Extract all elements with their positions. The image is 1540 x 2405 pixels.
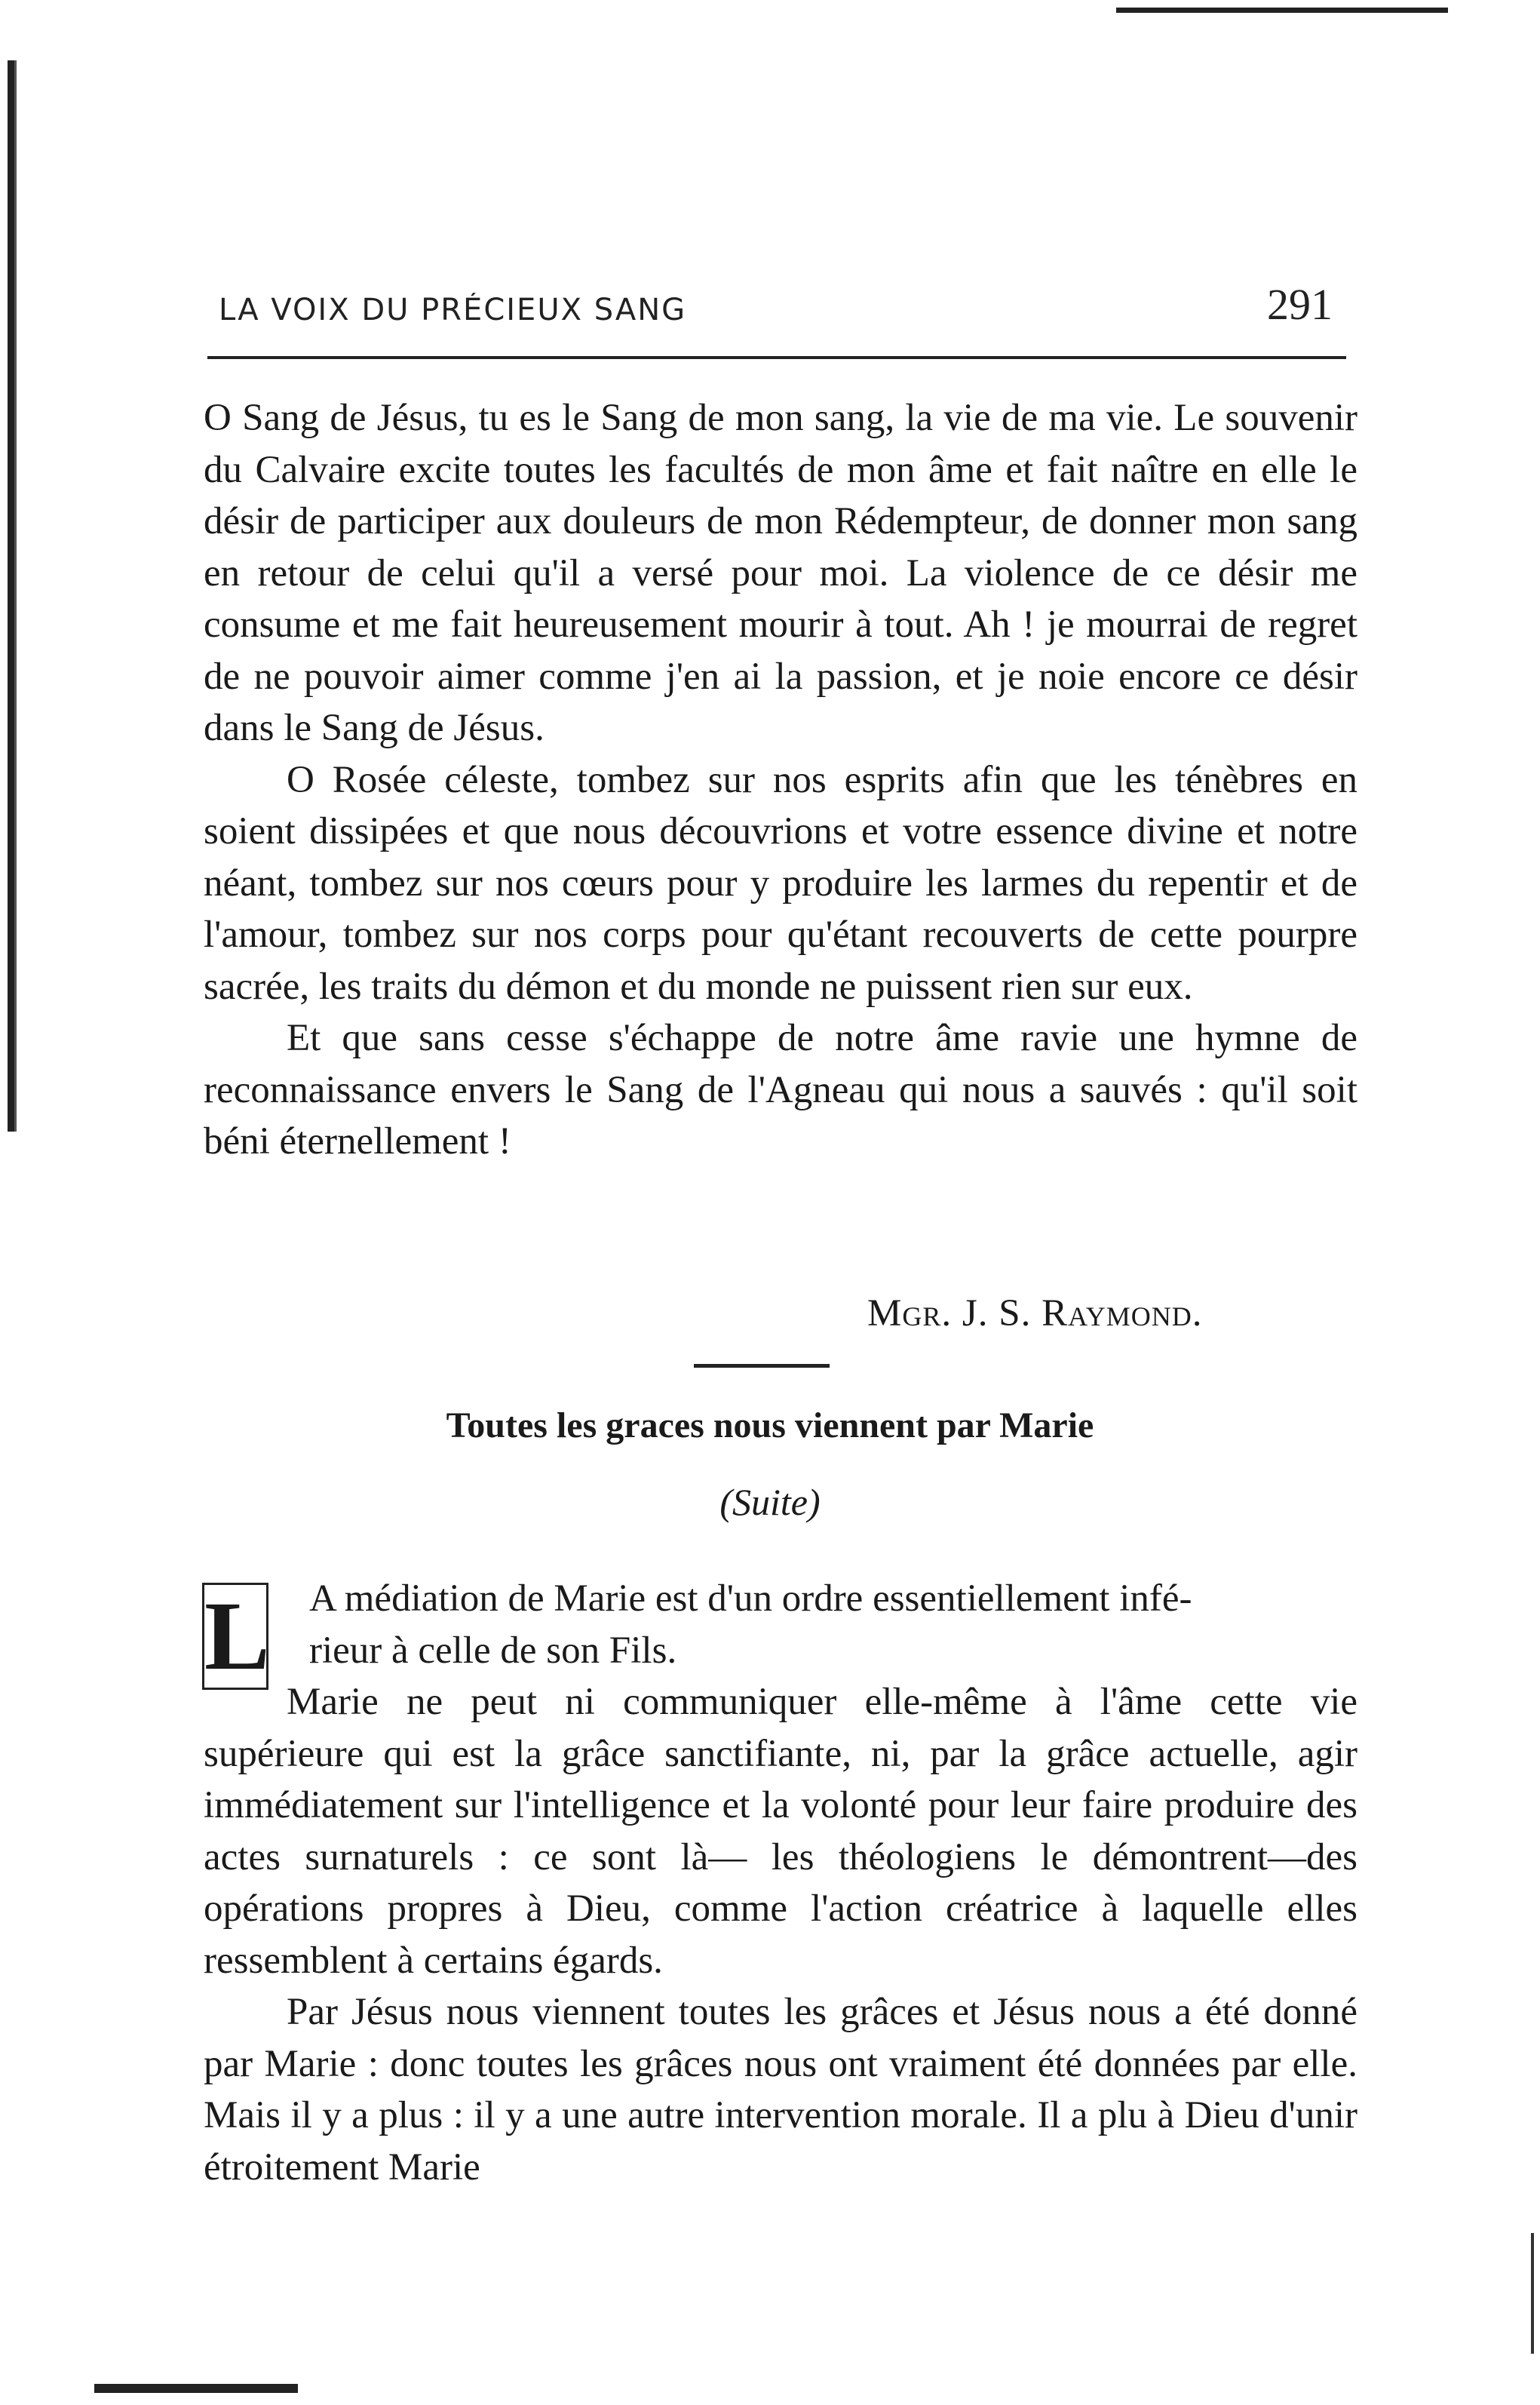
paragraph: O Rosée céleste, tombez sur nos esprits afin que les ténèbres en soient dissipées et que nous découvrions et votre essence divine et notre néant, tombez sur nos cœurs pour y produire les larmes du repentir et de l'amour, tombez sur nos corps pour qu'étant recouverts de cette pourpre sacrée, les traits du démon et du monde ne puissent rien sur eux. — [204, 758, 1357, 1008]
page-edge-mark — [1531, 2233, 1534, 2354]
section-separator — [694, 1364, 830, 1368]
page-number: 291 — [1267, 280, 1333, 329]
paragraph: Par Jésus nous viennent toutes les grâces et Jésus nous a été donné par Marie : donc toutes les grâces nous ont vraiment été données par elle. Mais il y a plus : il y a une autre intervention morale. Il a plu à Dieu d'unir étroitement Marie — [204, 1991, 1357, 2188]
bottom-edge-rule — [94, 2384, 298, 2393]
author-signature: Mgr. J. S. Raymond. — [867, 1292, 1203, 1335]
article-subtitle: (Suite) — [719, 1481, 821, 1523]
section-graces-marie — [204, 1573, 1357, 2193]
paragraph: Et que sans cesse s'échappe de notre âme ravie une hymne de reconnaissance envers le Sang de l'Agneau qui nous a sauvés : qu'il soit béni éternellement ! — [204, 1017, 1357, 1163]
page-edge-shadow — [8, 60, 24, 1132]
running-head — [219, 279, 1333, 339]
paragraph-line: rieur à celle de son Fils. — [309, 1629, 677, 1672]
article-title: Toutes les graces nous viennent par Marie — [446, 1405, 1094, 1445]
header-rule — [207, 356, 1346, 359]
top-edge-rule — [1116, 8, 1448, 13]
paragraph: Marie ne peut ni communiquer elle-même à l'âme cette vie supérieure qui est la grâce sanctifiante, ni, par la grâce actuelle, agir immédiatement sur l'intelligence et la volonté pour leur faire produire des actes surnaturels : ce sont là— les théologiens le démontrent—des opérations propres à Dieu, comme l'action créatrice à laquelle elles ressemblent à certains égards. — [204, 1681, 1357, 1982]
paragraph: O Sang de Jésus, tu es le Sang de mon sang, la vie de ma vie. Le souvenir du Calvaire excite toutes les facultés de mon âme et fait naître en elle le désir de participer aux douleurs de mon Rédempteur, de donner mon sang en retour de celui qu'il a versé pour moi. La violence de ce désir me consume et me fait heureusement mourir à tout. Ah ! je mourrai de regret de ne pouvoir aimer comme j'en ai la passion, et je noie encore ce désir dans le Sang de Jésus. — [204, 397, 1357, 749]
section-blood-of-jesus — [204, 392, 1357, 1168]
running-title: LA VOIX DU PRÉCIEUX SANG — [219, 293, 687, 326]
drop-cap: L — [202, 1583, 268, 1690]
paragraph-line: A médiation de Marie est d'un ordre essentiellement infé- — [309, 1577, 1192, 1620]
